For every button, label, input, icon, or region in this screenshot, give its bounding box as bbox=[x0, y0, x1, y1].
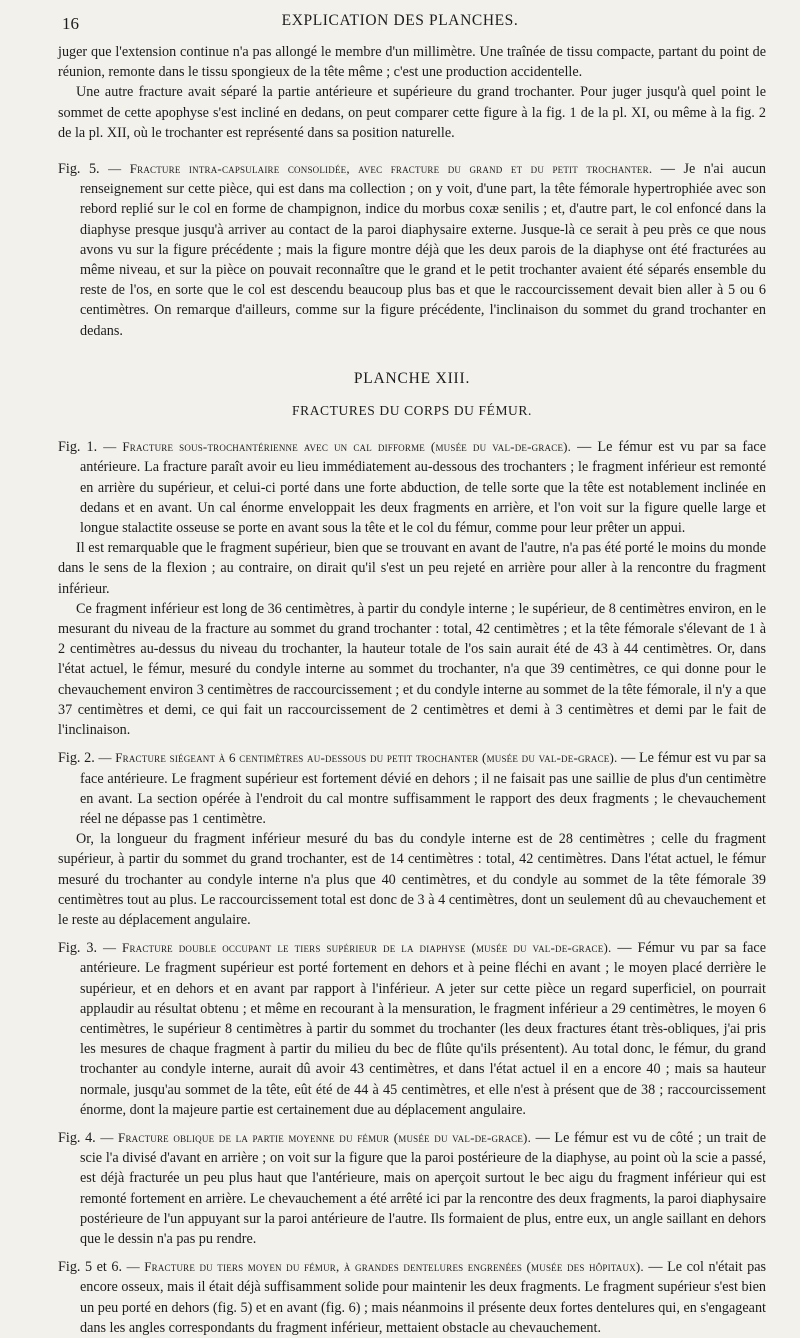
figure-caption: — Fracture sous-trochantérienne avec un cal difforme (musée du val-de-grace). bbox=[103, 439, 572, 455]
figure-caption: — Fracture du tiers moyen du fémur, à grandes dentelures engrenées (musée des hôpitaux). bbox=[126, 1259, 644, 1275]
page-number: 16 bbox=[62, 14, 79, 33]
figure-entry-fig4 bbox=[58, 1128, 766, 1249]
figure-label: Fig. 5. bbox=[58, 161, 100, 178]
paragraph: Or, la longueur du fragment inférieur mesuré du bas du condyle interne est de 28 centimètres ; celle du fragment supérieur, à partir du sommet du grand trochanter, est de 14 centimètres : total, 42 centimètres. Dans l'état actuel, le fémur mesuré du trochanter au condyle interne n'a plus que 40 centimètres, et du condyle au sommet de la tête fémorale 39 centimètres tout au plus. Le raccourcissement total est donc de 3 à 4 centimètres, dont un seulement dû au chevauchement et le reste au déplacement angulaire. bbox=[58, 831, 766, 928]
plate-subtitle: FRACTURES DU CORPS DU FÉMUR. bbox=[292, 403, 532, 419]
figure-entry-fig5-previous bbox=[58, 159, 766, 341]
figure-caption: — Fracture oblique de la partie moyenne du fémur (musée du val-de-grace). bbox=[100, 1129, 532, 1145]
figure-label: Fig. 4. bbox=[58, 1129, 96, 1146]
figure-label: Fig. 5 et 6. bbox=[58, 1259, 123, 1276]
figure-entry-fig2 bbox=[58, 748, 766, 829]
paragraph: juger que l'extension continue n'a pas allongé le membre d'un millimètre. Une traînée de tissu compacte, partant du point de réunion, remonte dans le tissu spongieux de la tête même ; c'est une production accidentelle. bbox=[58, 44, 766, 81]
plate-title: PLANCHE XIII. bbox=[353, 369, 471, 387]
paragraph: Une autre fracture avait séparé la partie antérieure et supérieure du grand trochanter. Pour juger jusqu'à quel point le sommet de cette apophyse s'est incliné en dedans, on peut comparer cette figure à la fig. 1 de la pl. XI, ou même à la fig. 2 de la pl. XII, où le trochanter est représenté dans sa position naturelle. bbox=[58, 84, 766, 141]
figure-label: Fig. 2. bbox=[58, 750, 95, 767]
page-body bbox=[58, 42, 766, 1338]
figure-text: — Le fémur est vu par sa face antérieure. La fracture paraît avoir eu lieu immédiatement au-dessous des trochanters ; le fragment inférieur est remonté en arrière du supérieur, et celui-ci porté dans une forte abduction, de telle sorte que la tête est notablement inclinée en dedans et en avant. Un cal énorme enveloppait les deux fragments en arrière, et l'on voit sur la figure quelle large et longue stalactite osseuse se porte en avant sous la tête et le col du fémur, comme pour leur prêter un appui. bbox=[80, 439, 766, 537]
figure-text: — Le fémur est vu de côté ; un trait de scie l'a divisé d'avant en arrière ; on voit sur la figure que la paroi postérieure de la diaphyse, au point où la scie a passé, est déjà fracturée un peu plus haut que l'antérieure, mais on aperçoit surtout le bec aigu du fragment inférieur qui est remonté fortement en arrière. Le chevauchement a été arrêté ici par la rencontre des deux fragments, la paroi diaphysaire postérieure de l'un appuyant sur la paroi antérieure de l'autre. Ils formaient de plus, entre eux, un angle saillant en dehors que le dessin n'a pas pu rendre. bbox=[80, 1129, 766, 1247]
figure-text: — Le col n'était pas encore osseux, mais il était déjà suffisamment solide pour maintenir les deux fragments. Le fragment supérieur s'est bien un peu porté en dehors (fig. 5) et en avant (fig. 6) ; mais néanmoins il présente deux fortes dentelures qui, en s'engageant dans les angles correspondants du fragment inférieur, mettaient obstacle au chevauchement. bbox=[80, 1259, 767, 1336]
figure-text: — Fémur vu par sa face antérieure. Le fragment supérieur est porté fortement en dehors et à peine fléchi en avant ; le moyen placé derrière le supérieur, et en dehors et en avant par rapport à l'inférieur. A jeter sur cette pièce un regard superficiel, on pourrait applaudir au résultat obtenu ; et même en recourant à la mensuration, le fragment inférieur a 29 centimètres, le moyen 6 centimètres, le supérieur 8 centimètres à partir du sommet du trochanter (les deux fractures étant très-obliques, j'ai pris les mesures de chaque fragment à partir du milieu du bec de flûte qu'ils présentent). Au total donc, le fémur, du grand trochanter au condyle interne, aurait dû avoir 43 centimètres, et dans l'état actuel il en a encore 40 ; mais sa hauteur normale, jusqu'au sommet de la tête, eût été de 44 à 45 centimètres, et elle n'est à présent que de 38 ; raccourcissement énorme, dont la majeure partie est certainement due au déplacement angulaire. bbox=[80, 940, 766, 1118]
figure-label: Fig. 1. bbox=[58, 439, 98, 456]
paragraph: Il est remarquable que le fragment supérieur, bien que se trouvant en avant de l'autre, n'a pas été porté le moins du monde dans le sens de la flexion ; au contraire, on dirait qu'il s'est un peu rejeté en arrière pour aller à la rencontre du fragment inférieur. bbox=[58, 540, 766, 597]
figure-label: Fig. 3. bbox=[58, 940, 98, 957]
figure-entry-fig5-6 bbox=[58, 1257, 766, 1338]
figure-entry-fig1 bbox=[58, 437, 766, 538]
figure-caption: — Fracture intra-capsulaire consolidée, avec fracture du grand et du petit trochanter. bbox=[108, 161, 653, 177]
figure-text: — Le fémur est vu par sa face antérieure. Le fragment supérieur est fortement dévié en dehors ; il ne faisait pas une saillie de plus d'un centimètre en avant. La section opérée à l'endroit du cal montre suffisamment le rapport des deux fragments ; le chevauchement réel ne dépasse pas 1 centimètre. bbox=[80, 750, 767, 827]
figure-text: — Je n'ai aucun renseignement sur cette pièce, qui est dans ma collection ; on y voit, d'une part, la tête fémorale hypertrophiée avec son rebord replié sur le col en forme de champignon, indice du morbus coxæ senilis ; et, d'autre part, le col enfoncé dans la diaphyse presque jusqu'à arriver au contact de la paroi diaphysaire externe. Jusque-là ce serait à peu près ce que nous avons vu sur la figure précédente ; mais la figure montre déjà que les deux parois de la diaphyse ont été fracturées au même niveau, et sur la pièce on pouvait reconnaître que le grand et le petit trochanter avaient été séparés ensemble du reste de l'os, en sorte que le col est descendu beaucoup plus bas et que le raccourcissement devait bien aller à 5 ou 6 centimètres. On remarque d'ailleurs, comme sur la figure précédente, l'inclinaison du sommet du grand trochanter en dedans. bbox=[80, 161, 767, 339]
figure-entry-fig3 bbox=[58, 938, 766, 1120]
figure-caption: — Fracture double occupant le tiers supérieur de la diaphyse (musée du val-de-grace). bbox=[102, 940, 612, 956]
running-title: EXPLICATION DES PLANCHES. bbox=[281, 12, 519, 29]
figure-caption: — Fracture siégeant à 6 centimètres au-dessous du petit trochanter (musée du val-de-grace). bbox=[98, 750, 618, 766]
paragraph: Ce fragment inférieur est long de 36 centimètres, à partir du condyle interne ; le supérieur, de 8 centimètres environ, en le mesurant du niveau de la fracture au sommet du grand trochanter : total, 42 centimètres ; et la tête fémorale s'élevant de 1 à 2 centimètres au-dessus du niveau du trochanter, la hauteur totale de l'os sain aurait été de 43 à 44 centimètres. Or, dans l'état actuel, le fémur, mesuré du condyle interne au sommet du trochanter, n'a que 39 centimètres, ce qui donne pour le chevauchement environ 3 centimètres de raccourcissement ; et du condyle interne au sommet de la tête fémorale, il n'y a que 37 centimètres et demi, ce qui fait un raccourcissement de 2 centimètres et demi à 3 centimètres et demi par le fait de l'inclinaison. bbox=[58, 600, 766, 739]
